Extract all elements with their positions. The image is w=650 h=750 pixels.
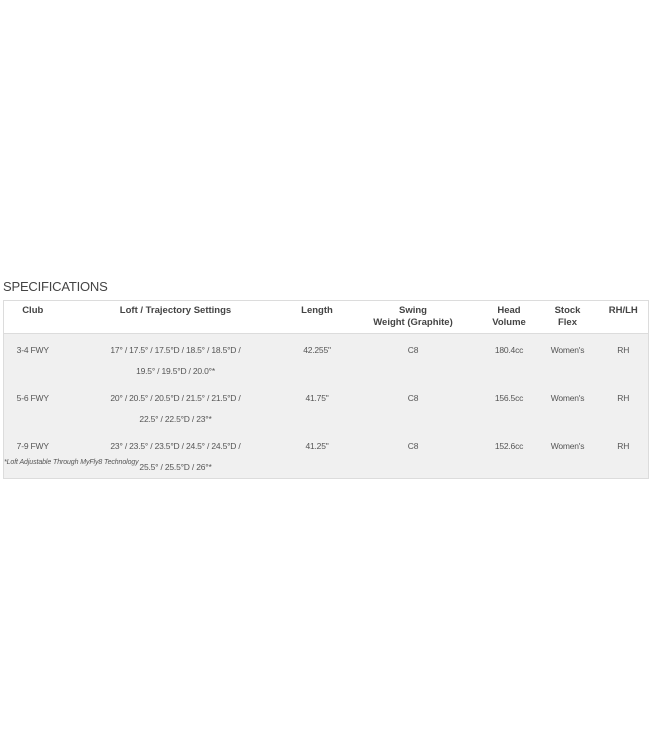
header-swing-weight-line2: Weight (Graphite) (373, 317, 453, 328)
cell-club: 3-4 FWY (4, 334, 62, 383)
cell-club: 7-9 FWY (4, 430, 62, 479)
cell-loft-line1: 20° / 20.5° / 20.5°D / 21.5° / 21.5°D / (110, 393, 241, 403)
specifications-table (3, 300, 649, 479)
header-swing-weight-line1: Swing (399, 305, 427, 316)
cell-swing-weight: C8 (345, 430, 482, 479)
cell-loft-line1: 23° / 23.5° / 23.5°D / 24.5° / 24.5°D / (110, 441, 241, 451)
cell-loft-line2: 22.5° / 22.5°D / 23°* (139, 414, 212, 424)
cell-stock-flex: Women's (537, 382, 599, 430)
header-hand: RH/LH (599, 301, 649, 334)
cell-head-volume: 156.5cc (482, 382, 537, 430)
page-title: SPECIFICATIONS (3, 279, 108, 294)
cell-loft-line1: 17° / 17.5° / 17.5°D / 18.5° / 18.5°D / (110, 345, 241, 355)
header-head-volume-line1: Head (497, 305, 521, 316)
header-stock-flex-line2: Flex (557, 317, 577, 328)
cell-swing-weight: C8 (345, 382, 482, 430)
cell-club: 5-6 FWY (4, 382, 62, 430)
cell-head-volume: 180.4cc (482, 334, 537, 383)
table-row (4, 382, 649, 430)
cell-swing-weight: C8 (345, 334, 482, 383)
header-head-volume (482, 301, 537, 334)
header-stock-flex (537, 301, 599, 334)
header-length: Length (290, 301, 345, 334)
cell-loft-line2: 19.5° / 19.5°D / 20.0°* (136, 366, 215, 376)
cell-length: 41.25" (290, 430, 345, 479)
cell-loft (62, 430, 290, 479)
table-row (4, 334, 649, 383)
header-stock-flex-line1: Stock (554, 305, 581, 316)
footnote: *Loft Adjustable Through MyFly8 Technology (4, 459, 139, 466)
cell-stock-flex: Women's (537, 430, 599, 479)
header-club: Club (4, 301, 62, 334)
cell-head-volume: 152.6cc (482, 430, 537, 479)
header-swing-weight (345, 301, 482, 334)
table-header-row (4, 301, 649, 334)
cell-length: 41.75" (290, 382, 345, 430)
cell-length: 42.255" (290, 334, 345, 383)
cell-hand: RH (599, 334, 649, 383)
cell-loft-line2: 25.5° / 25.5°D / 26°* (139, 462, 212, 472)
cell-hand: RH (599, 430, 649, 479)
cell-hand: RH (599, 382, 649, 430)
cell-stock-flex: Women's (537, 334, 599, 383)
header-loft: Loft / Trajectory Settings (62, 301, 290, 334)
header-head-volume-line2: Volume (492, 317, 526, 328)
cell-loft (62, 334, 290, 383)
cell-loft (62, 382, 290, 430)
table-row (4, 430, 649, 479)
